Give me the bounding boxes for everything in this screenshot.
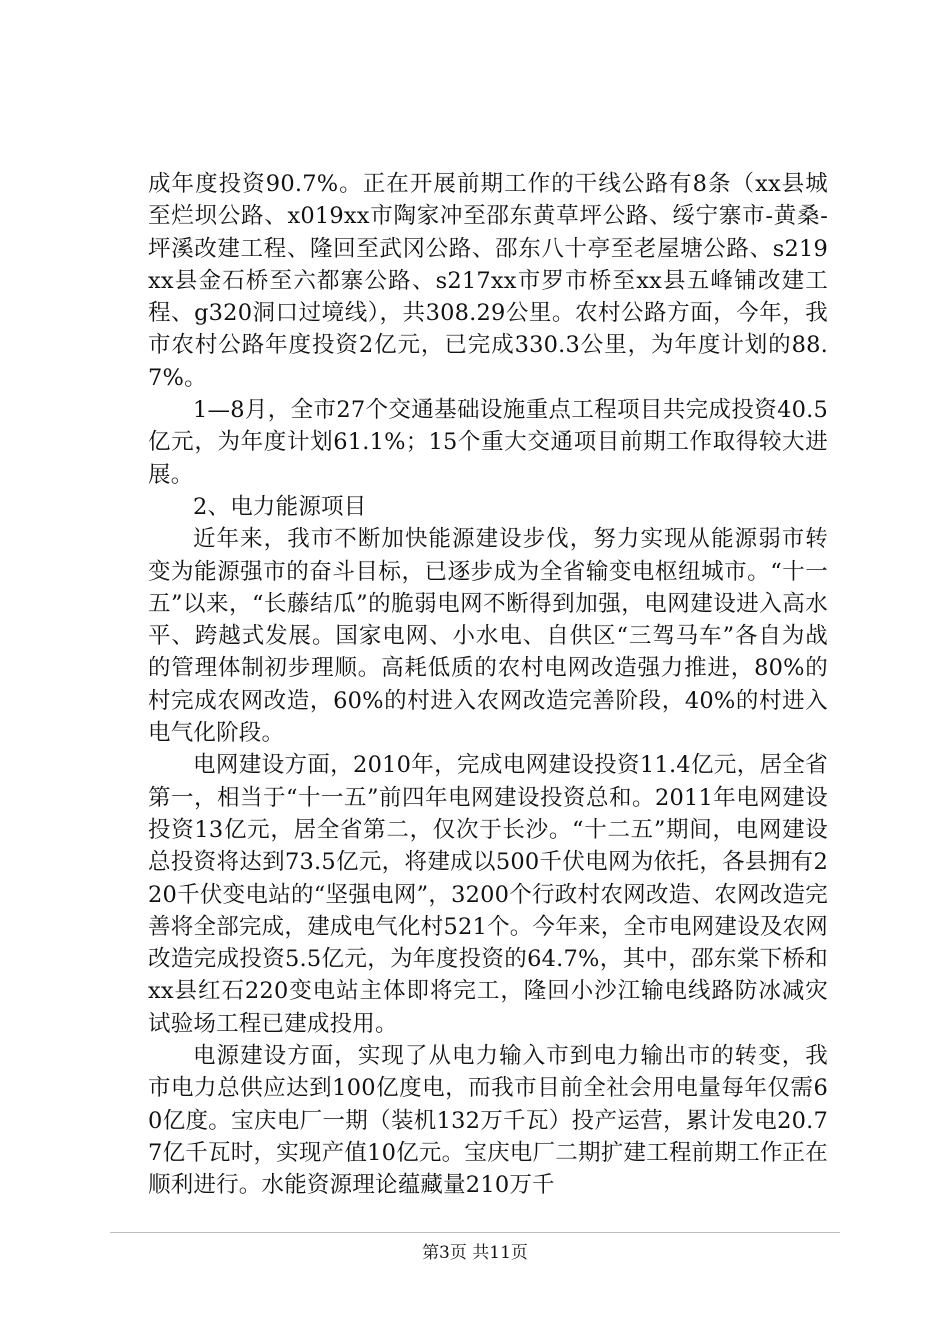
footer-divider (110, 1232, 840, 1233)
paragraph-energy-overview: 近年来，我市不断加快能源建设步伐，努力实现从能源弱市转变为能源强市的奋斗目标，已逐步成为全省输变电枢纽城市。“十一五”以来，“长藤结瓜”的脆弱电网不断得到加强，电网建设进入高水平、跨越式发展。国家电网、小水电、自供区“三驾马车”各自为战的管理体制初步理顺。高耗低质的农村电网改造强力推进，80%的村完成农网改造，60%的村进入农网改造完善阶段，40%的村进入电气化阶段。 (148, 526, 828, 747)
section-heading-power-energy: 2、电力能源项目 (193, 493, 367, 520)
paragraph-continuation: 成年度投资90.7%。正在开展前期工作的干线公路有8条（xx县城至烂坝公路、x019xx市陶家冲至邵东黄草坪公路、绥宁寨市-黄桑-坪溪改建工程、隆回至武冈公路、邵东八十亭至老屋塘公路、s219xx县金石桥至六都寨公路、s217xx市罗市桥至xx县五峰铺改建工程、g320洞口过境线），共308.29公里。农村公路方面，今年，我市农村公路年度投资2亿元，已完成330.3公里，为年度计划的88.7%。 (148, 171, 828, 391)
paragraph-transport-investment: 1—8月，全市27个交通基础设施重点工程项目共完成投资40.5亿元，为年度计划61.1%；15个重大交通项目前期工作取得较大进展。 (148, 397, 828, 488)
paragraph-power-source-construction: 电源建设方面，实现了从电力输入市到电力输出市的转变，我市电力总供应达到100亿度电，而我市目前全社会用电量每年仅需60亿度。宝庆电厂一期（装机132万千瓦）投产运营，累计发电20.77亿千瓦时，实现产值10亿元。宝庆电厂二期扩建工程前期工作正在顺利进行。水能资源理论蕴藏量210万千 (148, 1043, 828, 1199)
document-body (148, 168, 828, 1202)
page-number: 第3页 共11页 (422, 1243, 528, 1263)
paragraph-grid-construction: 电网建设方面，2010年，完成电网建设投资11.4亿元，居全省第一，相当于“十一五”前四年电网建设投资总和。2011年电网建设投资13亿元，居全省第二，仅次于长沙。“十二五”期间，电网建设总投资将达到73.5亿元，将建成以500千伏电网为依托，各县拥有220千伏变电站的“坚强电网”，3200个行政村农网改造、农网改造完善将全部完成，建成电气化村521个。今年来，全市电网建设及农网改造完成投资5.5亿元，为年度投资的64.7%，其中，邵东棠下桥和xx县红石220变电站主体即将完工，隆回小沙江输电线路防冰减灾试验场工程已建成投用。 (148, 752, 828, 1037)
